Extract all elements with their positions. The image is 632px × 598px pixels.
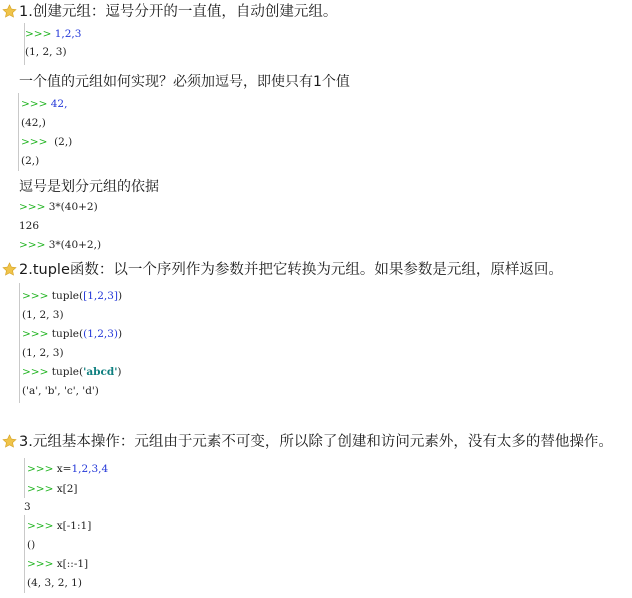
output-line: 126 xyxy=(19,220,40,232)
command-text: (2,) xyxy=(50,136,73,148)
prompt: >>> xyxy=(21,98,51,110)
prompt: >>> xyxy=(27,558,57,570)
prompt: >>> xyxy=(25,28,55,40)
number-token: (1,2,3) xyxy=(83,328,119,340)
code-line xyxy=(27,482,78,496)
star-icon xyxy=(2,4,17,19)
prompt: >>> xyxy=(21,136,51,148)
prompt: >>> xyxy=(22,366,52,378)
output-line: (1, 2, 3) xyxy=(22,309,64,321)
star-icon xyxy=(2,262,17,277)
command-text: tuple( xyxy=(51,290,84,302)
section-2-heading: 2.tuple函数：以一个序列作为参数并把它转换为元组。如果参数是元组，原样返回。 xyxy=(19,262,563,278)
command-text: x[2] xyxy=(56,483,78,495)
section-1-paragraph-2: 逗号是划分元组的依据 xyxy=(19,179,159,195)
prompt: >>> xyxy=(22,290,52,302)
command-text: ) xyxy=(117,366,122,378)
code-line xyxy=(19,200,98,214)
section-1-heading: 1.创建元组：逗号分开的一直值，自动创建元组。 xyxy=(19,4,338,20)
command-text: x[::-1] xyxy=(56,558,89,570)
output-line: (2,) xyxy=(21,155,40,167)
output-line: (42,) xyxy=(21,117,46,129)
command-text: tuple( xyxy=(51,328,84,340)
command-text: tuple( xyxy=(51,366,84,378)
output-line: (1, 2, 3) xyxy=(25,46,67,58)
code-line xyxy=(22,289,122,303)
section-1-paragraph: 一个值的元组如何实现？必须加逗号，即使只有1个值 xyxy=(19,74,350,90)
output-line: ('a', 'b', 'c', 'd') xyxy=(22,385,99,397)
prompt: >>> xyxy=(27,463,57,475)
code-line xyxy=(19,238,101,252)
star-icon xyxy=(2,434,17,449)
section-3-heading: 3.元组基本操作：元组由于元素不可变，所以除了创建和访问元素外，没有太多的替他操作。 xyxy=(19,434,613,450)
code-line xyxy=(21,135,72,149)
code-line xyxy=(21,97,67,111)
command-text: x= xyxy=(56,463,72,475)
prompt: >>> xyxy=(22,328,52,340)
prompt: >>> xyxy=(27,483,57,495)
code-line xyxy=(22,365,122,379)
number-token: [1,2,3] xyxy=(83,290,119,302)
output-line: (4, 3, 2, 1) xyxy=(27,577,82,589)
prompt: >>> xyxy=(19,239,49,251)
number-token: 42, xyxy=(50,98,68,110)
command-text: ) xyxy=(118,290,123,302)
code-block-bar xyxy=(19,283,20,403)
prompt: >>> xyxy=(27,520,57,532)
code-line xyxy=(27,519,91,533)
string-token: 'abcd' xyxy=(83,366,118,378)
code-line xyxy=(27,462,108,476)
command-text: 3*(40+2) xyxy=(48,201,98,213)
command-text: x[-1:1] xyxy=(56,520,92,532)
output-line: 3 xyxy=(24,501,31,513)
output-line: (1, 2, 3) xyxy=(22,347,64,359)
code-line xyxy=(25,27,81,41)
code-block-bar xyxy=(24,458,25,498)
number-token: 1,2,3 xyxy=(54,28,82,40)
code-block-bar xyxy=(18,93,19,171)
code-line xyxy=(22,327,122,341)
prompt: >>> xyxy=(19,201,49,213)
code-line xyxy=(27,557,88,571)
output-line: () xyxy=(27,539,36,551)
number-token: 1,2,3,4 xyxy=(71,463,109,475)
command-text: ) xyxy=(118,328,123,340)
code-block-bar xyxy=(24,515,25,593)
command-text: 3*(40+2,) xyxy=(48,239,102,251)
